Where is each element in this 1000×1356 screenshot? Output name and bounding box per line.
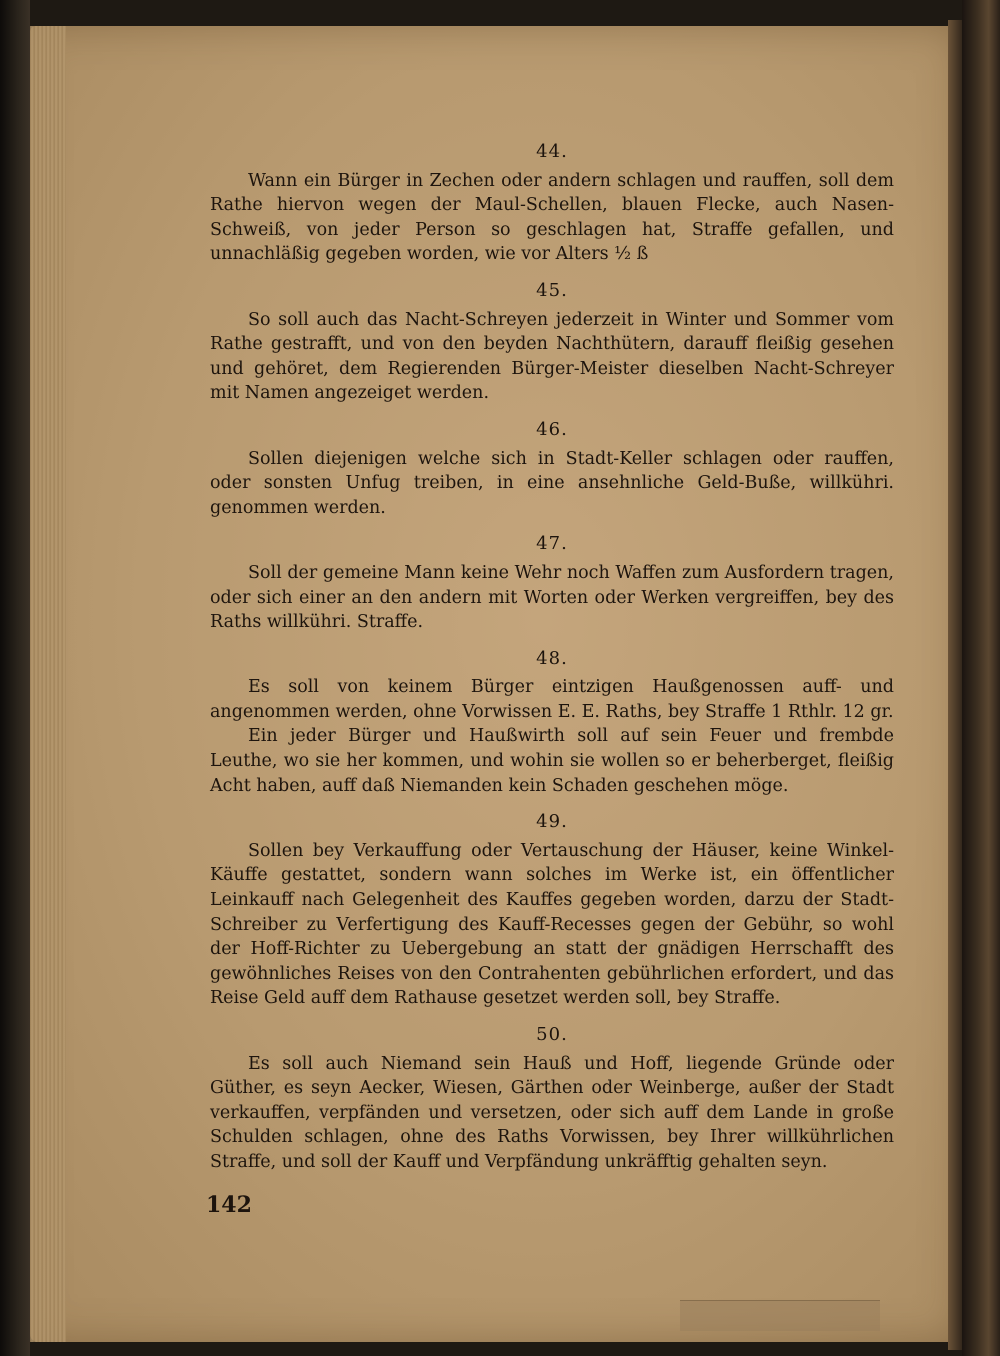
book-cover-left-edge xyxy=(0,0,30,1356)
section-49 xyxy=(210,810,894,1011)
section-48 xyxy=(210,647,894,799)
section-number: 48. xyxy=(536,647,568,669)
section-number: 49. xyxy=(536,811,568,833)
section-paragraph: Es soll von keinem Bürger eintzigen Haußgenossen auff- und angenommen werden, ohne Vorwissen E. E. Raths, bey Straffe 1 Rthlr. 12 gr. xyxy=(210,677,894,722)
section-paragraph: So soll auch das Nacht-Schreyen jederzeit in Winter und Sommer vom Rathe gestrafft, und von den beyden Nachthütern, darauff fleißig gesehen und gehöret, dem Regierenden Bürger-Meister dieselben Nacht-Schreyer mit Namen angezeiget werden. xyxy=(210,309,894,404)
section-46 xyxy=(210,418,894,520)
section-47 xyxy=(210,532,894,634)
section-45 xyxy=(210,279,894,406)
section-paragraph: Wann ein Bürger in Zechen oder andern schlagen und rauffen, soll dem Rathe hiervon wegen der Maul-Schellen, blauen Flecke, auch Nasen-Schweiß, von jeder Person so geschlagen hat, Straffe gefallen, und unnachläßig gegeben worden, wie vor Alters ½ ß xyxy=(210,170,894,265)
section-44 xyxy=(210,140,894,267)
section-50 xyxy=(210,1023,894,1175)
book-cover-right-edge xyxy=(962,0,1000,1356)
section-paragraph: Soll der gemeine Mann keine Wehr noch Waffen zum Ausfordern tragen, oder sich einer an den andern mit Worten oder Werken vergreiffen, bey des Raths willkühri. Straffe. xyxy=(210,562,894,633)
section-number: 46. xyxy=(536,418,568,440)
section-number: 47. xyxy=(536,533,568,555)
tape-strip xyxy=(680,1300,880,1331)
section-number: 45. xyxy=(536,279,568,301)
section-number: 50. xyxy=(536,1024,568,1045)
page-text xyxy=(210,140,894,1187)
section-paragraph: Sollen bey Verkauffung oder Vertauschung der Häuser, keine Winkel-Käuffe gestattet, sondern wann solches im Werke ist, ein öffentlicher Leinkauff nach Gelegenheit des Kauffes gegeben worden, darzu der Stadt-Schreiber zu Verfertigung des Kauff-Recesses gegen der Gebühr, so wohl der Hoff-Richter zu Uebergebung an statt der gnädigen Herrschafft des gewöhnliches Reises von den Contrahenten gebührlichen erfordert, und das Reise Geld auff dem Rathause gesetzet werden soll, bey Straffe. xyxy=(210,840,894,1009)
page-number: 142 xyxy=(206,1192,252,1218)
section-paragraph: Ein jeder Bürger und Haußwirth soll auf sein Feuer und frembde Leuthe, wo sie her kommen, und wohin sie wollen so er beherberget, fleißig Acht haben, auff daß Niemanden kein Schaden geschehen möge. xyxy=(210,726,894,796)
section-paragraph: Sollen diejenigen welche sich in Stadt-Keller schlagen oder rauffen, oder sonsten Unfug treiben, in eine ansehnliche Geld-Buße, willkühri. genommen werden. xyxy=(210,448,894,518)
section-number: 44. xyxy=(536,141,568,162)
page-stack-edge xyxy=(30,26,66,1342)
section-paragraph: Es soll auch Niemand sein Hauß und Hoff, liegende Gründe oder Güther, es seyn Aecker, Wiesen, Gärthen oder Weinberge, außer der Stadt verkauffen, verpfänden und versetzen, oder sich auff dem Lande in große Schulden schlagen, ohne des Raths Vorwissen, bey Ihrer willkührlichen Straffe, und soll der Kauff und Verpfändung unkräfftig gehalten seyn. xyxy=(210,1053,894,1172)
